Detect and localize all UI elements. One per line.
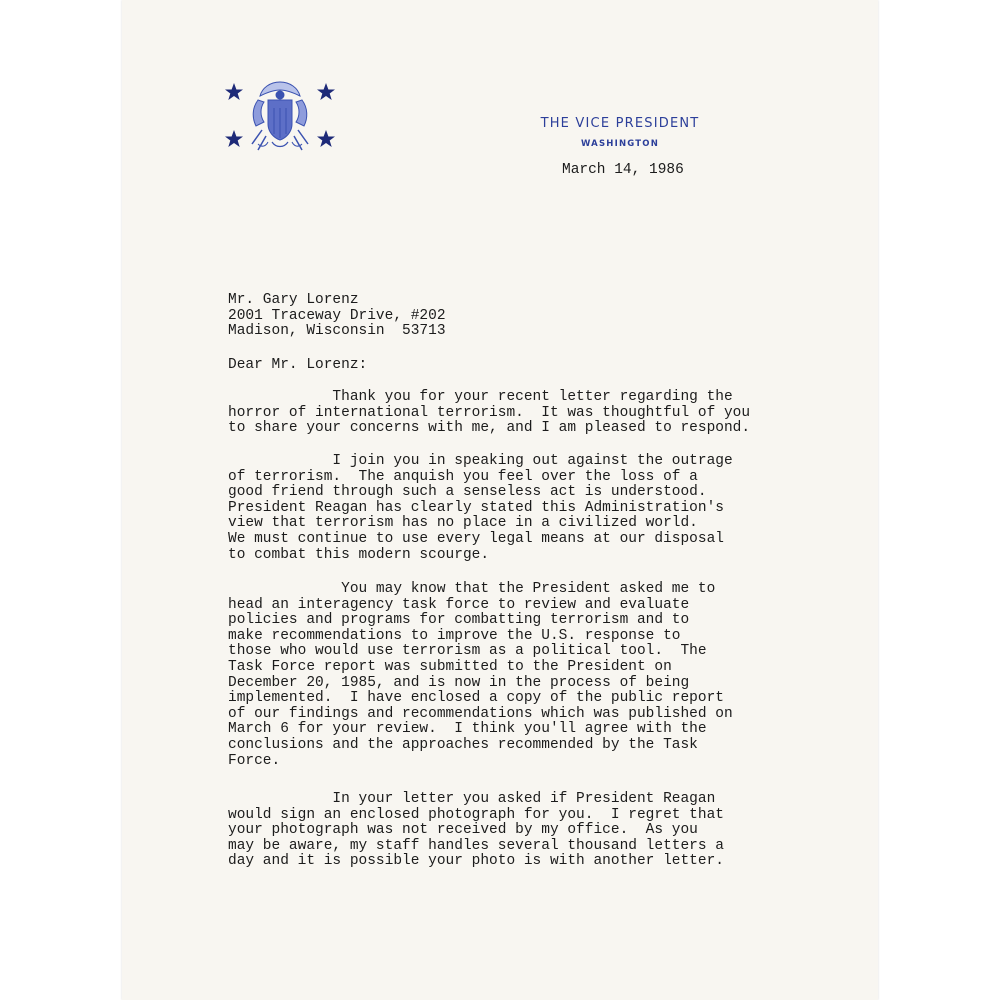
paragraph-4: In your letter you asked if President Reagan would sign an enclosed photograph for you. I regret that your photograph was not received by my office. As you may be aware, my staff handles several thousand letters a day and it is possible your photo is with another letter. — [228, 791, 724, 870]
star-icon — [225, 130, 243, 147]
recipient-address — [228, 293, 446, 340]
salutation: Dear Mr. Lorenz: — [228, 357, 368, 373]
recipient-street: 2001 Traceway Drive, #202 — [228, 307, 446, 324]
paragraph-1: Thank you for your recent letter regarding the horror of international terrorism. It was thoughtful of you to share your concerns with me, and I am pleased to respond. — [228, 389, 751, 437]
star-icon — [317, 130, 335, 147]
letter-date: March 14, 1986 — [562, 162, 684, 178]
paragraph-3: You may know that the President asked me to head an interagency task force to review and evaluate policies and programs for combatting terrorism and to make recommendations to improve the U.S. response to those who would use terrorism as a political tool. The Task Force report was submitted to the President on December 20, 1985, and is now in the process of being implemented. I have enclosed a copy of the public report of our findings and recommendations which was published on March 6 for your review. I think you'll agree with the conclusions and the approaches recommended by the Task Force. — [228, 581, 733, 769]
recipient-city: Madison, Wisconsin 53713 — [228, 323, 446, 340]
paragraph-2: I join you in speaking out against the outrage of terrorism. The anquish you feel over the loss of a good friend through such a senseless act is understood. President Reagan has clearly stated this Administration's view that terrorism has no place in a civilized world. We must continue to use every legal means at our disposal to combat this modern scourge. — [228, 453, 733, 563]
star-icon — [225, 83, 243, 100]
letterhead-city: WASHINGTON — [580, 139, 660, 149]
star-icon — [317, 83, 335, 100]
vice-president-seal-icon — [222, 78, 338, 158]
recipient-name: Mr. Gary Lorenz — [228, 292, 359, 308]
letterhead-office: THE VICE PRESIDENT — [540, 116, 700, 131]
